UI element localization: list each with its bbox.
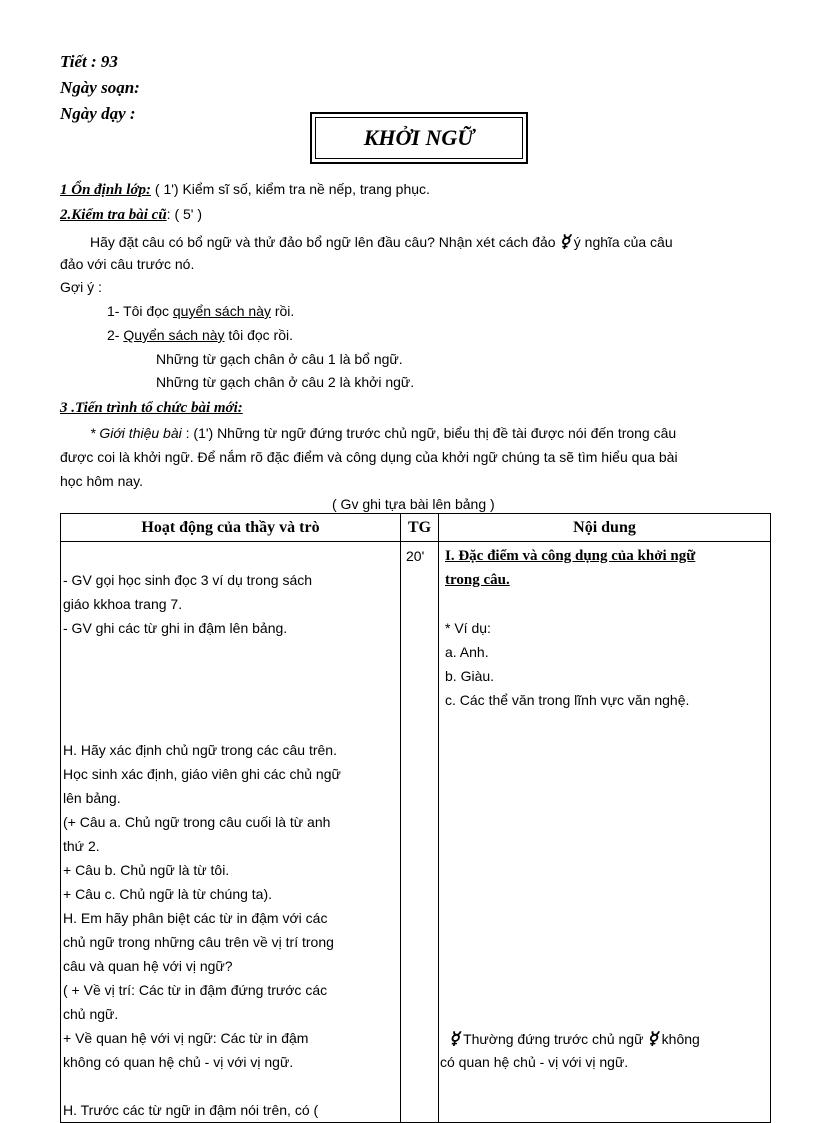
time-value: 20' (406, 548, 425, 564)
content-cell (439, 542, 771, 1123)
left-line: + Về quan hệ với vị ngữ: Các từ in đậm (63, 1030, 309, 1046)
table-header-row (61, 514, 771, 542)
header-activities: Hoạt động của thầy và trò (61, 514, 401, 542)
hint-example-1 (107, 300, 294, 323)
intro-text-1: : (1') Những từ ngữ đứng trước chủ ngữ, biểu thị đề tài được nói đến trong câu (181, 425, 677, 441)
hint-label: Gợi ý : (60, 279, 102, 295)
left-line: - GV ghi các từ ghi in đậm lên bảng. (63, 620, 288, 636)
section-2-para1: Hãy đặt câu có bổ ngữ và thử đảo bổ ngữ lên đầu câu? Nhận xét cách đảo (90, 234, 556, 250)
left-line: + Câu b. Chủ ngữ là từ tôi. (63, 862, 230, 878)
intro-line-1 (90, 422, 676, 445)
left-line: chủ ngữ trong những câu trên về vị trí trong (63, 934, 334, 950)
hint-example-2-underlined: Quyển sách này (123, 327, 225, 343)
left-line: Học sinh xác định, giáo viên ghi các chủ ngữ (63, 766, 341, 782)
arrow-symbol-icon: ☿ (647, 1029, 658, 1048)
intro-label: * Giới thiệu bài (90, 425, 182, 441)
intro-line-2: được coi là khởi ngữ. Để nắm rõ đặc điểm và công dụng của khởi ngữ chúng ta sẽ tìm hiểu qua bài (60, 449, 678, 465)
left-line: H. Trước các từ ngữ in đậm nói trên, có ( (63, 1102, 319, 1118)
board-note: ( Gv ghi tựa bài lên bảng ) (332, 496, 495, 512)
section-2-text: : ( 5' ) (166, 206, 203, 222)
lesson-table (60, 513, 771, 1123)
content-section-title-2: trong câu. (445, 572, 510, 588)
left-line: câu và quan hệ với vị ngữ? (63, 958, 233, 974)
left-line: chủ ngữ. (63, 1006, 119, 1022)
section-2-para-line1 (90, 230, 673, 254)
hint-example-2 (107, 324, 293, 347)
content-section-title-1: I. Đặc điểm và công dụng của khởi ngữ (445, 548, 696, 564)
hint-example-1-post: rồi. (270, 303, 295, 319)
hint-note-1: Những từ gạch chân ở câu 1 là bổ ngữ. (156, 351, 403, 367)
intro-line-3: học hôm nay. (60, 473, 144, 489)
header-time: TG (401, 514, 439, 542)
left-line: giáo kkhoa trang 7. (63, 596, 183, 612)
left-line: không có quan hệ chủ - vị với vị ngữ. (63, 1054, 294, 1070)
hint-example-2-pre: 2- (107, 327, 124, 343)
conclusion-line-2: có quan hệ chủ - vị với vị ngữ. (440, 1054, 629, 1070)
left-line: lên bảng. (63, 790, 121, 806)
conclusion-text-1b: không (657, 1031, 700, 1047)
section-1-heading: 1 Ổn định lớp: (60, 182, 151, 198)
title-box (310, 112, 528, 164)
hint-example-2-post: tôi đọc rồi. (224, 327, 293, 343)
conclusion-line-1 (449, 1027, 700, 1051)
example-b: b. Giàu. (445, 668, 495, 684)
conclusion-text-1a: Thường đứng trước chủ ngữ (459, 1031, 648, 1047)
prepared-date-label: Ngày soạn: (60, 78, 140, 97)
hint-note-2: Những từ gạch chân ở câu 2 là khởi ngữ. (156, 374, 415, 390)
section-3-heading: 3 .Tiến trình tổ chức bài mới: (60, 400, 243, 416)
section-2-para-line2: đảo với câu trước nó. (60, 256, 195, 272)
left-line: - GV gọi học sinh đọc 3 ví dụ trong sách (63, 572, 313, 588)
table-row (61, 542, 771, 1123)
left-line: ( + Về vị trí: Các từ in đậm đứng trước các (63, 982, 328, 998)
arrow-symbol-icon: ☿ (559, 232, 570, 251)
left-line: + Câu c. Chủ ngữ là từ chúng ta). (63, 886, 273, 902)
left-line: (+ Câu a. Chủ ngữ trong câu cuối là từ anh (63, 814, 331, 830)
example-c: c. Các thể văn trong lĩnh vực văn nghệ. (445, 692, 690, 708)
section-1 (60, 178, 430, 202)
left-line: thứ 2. (63, 838, 100, 854)
taught-date-label: Ngày dạy : (60, 104, 136, 123)
page-title: KHỞI NGỮ (315, 117, 523, 159)
lesson-number: Tiết : 93 (60, 52, 118, 71)
time-cell (401, 542, 439, 1123)
hint-example-1-underlined: quyển sách này (172, 303, 271, 319)
section-2-para1-end: ý nghĩa của câu (573, 234, 673, 250)
arrow-symbol-icon: ☿ (449, 1029, 460, 1048)
section-1-text: ( 1') Kiểm sĩ số, kiểm tra nề nếp, trang phục. (151, 181, 430, 197)
section-2 (60, 203, 202, 227)
left-line: H. Hãy xác định chủ ngữ trong các câu trên. (63, 742, 337, 758)
header-content: Nội dung (439, 514, 771, 542)
activities-cell (61, 542, 401, 1123)
section-3-heading-line (60, 396, 243, 420)
section-2-heading: 2.Kiểm tra bài cũ (60, 207, 167, 223)
left-line: H. Em hãy phân biệt các từ in đậm với các (63, 910, 328, 926)
example-a: a. Anh. (445, 644, 489, 660)
example-label: * Ví dụ: (445, 620, 491, 636)
hint-example-1-pre: 1- Tôi đọc (107, 303, 173, 319)
